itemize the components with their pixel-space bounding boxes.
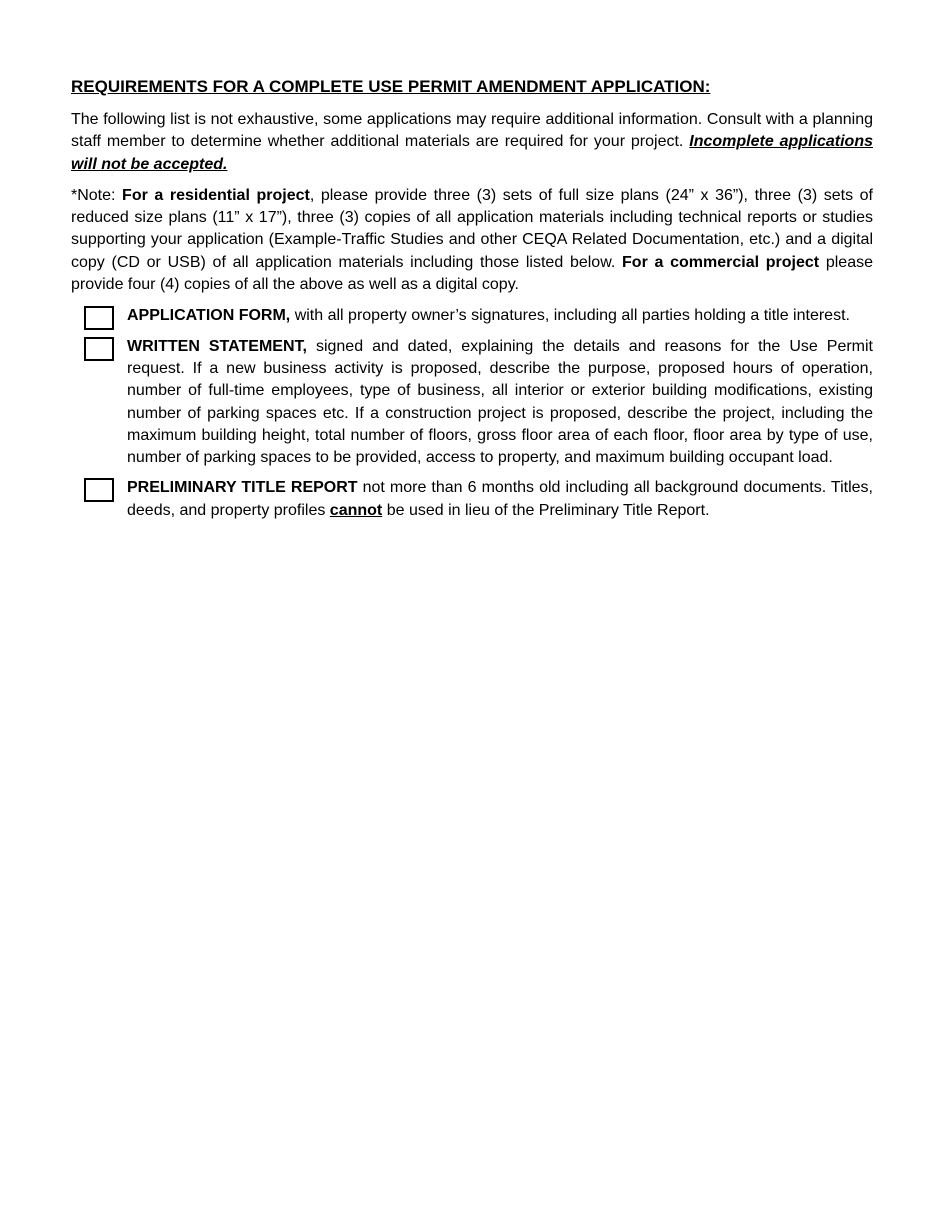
residential-text: , please provide three (3) sets of full size plans (24” x 36”), three (3) sets of reduced size plans (11” x 17”), three (3) copies of all application materials including technical reports or studies supporting your application (Example-Traffic Studies and other CEQA Related Documentation, etc.) and a digital copy (CD or USB) of all application materials including those listed below. [71,186,874,271]
title-report-text [127,477,873,522]
intro-text: The following list is not exhaustive, some applications may require additional information. Consult with a planning staff member to determine whether additional materials are required for your project. [71,111,873,151]
application-form-text [127,305,873,327]
checklist-item-written-statement [71,336,873,470]
intro-paragraph [71,109,873,176]
title-report-description-end: be used in lieu of the Preliminary Title Report. [382,501,710,519]
written-statement-title: WRITTEN STATEMENT, [127,337,307,355]
residential-label: For a residential project [122,186,310,204]
written-statement-text [127,336,873,470]
application-form-checkbox[interactable] [84,306,114,330]
checklist-item-title-report [71,477,873,522]
commercial-text: please provide four (4) copies of all the above as well as a digital copy. [71,253,874,294]
page-title: REQUIREMENTS FOR A COMPLETE USE PERMIT AMENDMENT APPLICATION: [71,77,711,96]
written-statement-checkbox[interactable] [84,337,114,361]
title-report-description: not more than 6 months old including all background documents. Titles, deeds, and property profiles [127,479,873,519]
incomplete-warning: Incomplete applications will not be accepted. [71,133,873,173]
application-form-title: APPLICATION FORM, [127,307,291,325]
note-paragraph [71,185,873,296]
application-form-description: with all property owner’s signatures, including all parties holding a title interest. [290,307,850,325]
title-report-title: PRELIMINARY TITLE REPORT [127,479,358,497]
checklist-item-application-form [71,305,873,327]
commercial-label: For a commercial project [622,253,820,271]
note-prefix: *Note: [71,186,123,204]
document-page [71,76,873,530]
title-report-checkbox[interactable] [84,478,114,502]
written-statement-description: signed and dated, explaining the details and reasons for the Use Permit request. If a new business activity is proposed, describe the purpose, proposed hours of operation, number of full-time employees, type of business, all interior or exterior building modifications, existing number of parking spaces etc. If a construction project is proposed, describe the project, including the maximum building height, total number of floors, gross floor area of each floor, floor area by type of use, number of parking spaces to be provided, access to property, and maximum building occupant load. [127,337,874,467]
cannot-emphasis: cannot [329,501,383,519]
